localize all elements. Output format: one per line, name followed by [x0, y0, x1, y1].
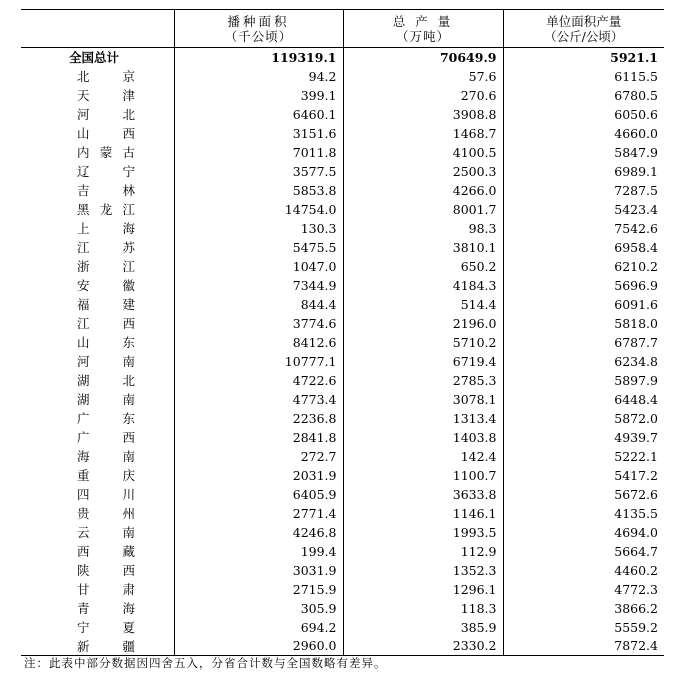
yield-value: 6787.7 [614, 334, 658, 350]
header-sown-area-title: 播种面积 [227, 13, 290, 29]
region-name-text: 湖南 [77, 392, 135, 407]
region-name [21, 143, 174, 162]
total-output-value: 142.4 [343, 447, 503, 466]
sown-area-value: 10777.1 [174, 352, 343, 371]
sown-area-value: 399.1 [174, 86, 343, 105]
header-total-output [343, 10, 503, 48]
sown-area-value: 119319.1 [174, 48, 343, 67]
table-body [21, 48, 664, 656]
yield-value: 5696.9 [614, 277, 658, 293]
table-row-total [21, 48, 664, 67]
sown-area-value: 2236.8 [174, 409, 343, 428]
table-row [21, 238, 664, 257]
table-row [21, 257, 664, 276]
yield-value: 6050.6 [614, 106, 658, 122]
sown-area-value: 3151.6 [174, 124, 343, 143]
region-name [21, 333, 174, 352]
total-output-value: 2330.2 [343, 637, 503, 656]
region-name-text: 宁夏 [77, 620, 135, 635]
region-name-text: 西藏 [77, 544, 135, 559]
yield-value: 5897.9 [614, 372, 658, 388]
total-output-value: 3078.1 [343, 390, 503, 409]
table-row [21, 276, 664, 295]
total-output-value: 2500.3 [343, 162, 503, 181]
region-name [21, 219, 174, 238]
total-output-value: 650.2 [343, 257, 503, 276]
yield-value: 4135.5 [614, 505, 658, 521]
table-row [21, 466, 664, 485]
yield-value: 5872.0 [614, 410, 658, 426]
table-row [21, 124, 664, 143]
region-name [21, 504, 174, 523]
yield-value: 4694.0 [614, 524, 658, 540]
region-name-text: 江西 [77, 316, 135, 331]
table-row [21, 143, 664, 162]
table-row [21, 105, 664, 124]
yield-value: 4460.2 [614, 562, 658, 578]
region-name-text: 辽宁 [77, 164, 135, 179]
region-name [21, 523, 174, 542]
yield-value: 6989.1 [614, 163, 658, 179]
sown-area-value: 3577.5 [174, 162, 343, 181]
region-name [21, 181, 174, 200]
sown-area-value: 2715.9 [174, 580, 343, 599]
total-output-value: 6719.4 [343, 352, 503, 371]
table-row [21, 86, 664, 105]
yield-value: 6091.6 [614, 296, 658, 312]
yield-value: 6958.4 [614, 239, 658, 255]
region-name [21, 105, 174, 124]
region-name [21, 276, 174, 295]
region-name [21, 124, 174, 143]
total-output-value: 4184.3 [343, 276, 503, 295]
yield-value: 5559.2 [614, 619, 658, 635]
yield-value: 5672.6 [614, 486, 658, 502]
region-name [21, 257, 174, 276]
region-name [21, 238, 174, 257]
region-name-text: 福建 [77, 297, 135, 312]
sown-area-value: 14754.0 [174, 200, 343, 219]
sown-area-value: 6405.9 [174, 485, 343, 504]
sown-area-value: 272.7 [174, 447, 343, 466]
region-name [21, 561, 174, 580]
sown-area-value: 4773.4 [174, 390, 343, 409]
header-yield-per-area [503, 10, 664, 48]
sown-area-value: 2841.8 [174, 428, 343, 447]
total-output-value: 98.3 [343, 219, 503, 238]
region-name-text: 全国总计 [69, 50, 120, 66]
region-name [21, 485, 174, 504]
region-name [21, 295, 174, 314]
total-output-value: 1352.3 [343, 561, 503, 580]
region-name [21, 390, 174, 409]
total-output-value: 1313.4 [343, 409, 503, 428]
total-output-value: 5710.2 [343, 333, 503, 352]
sown-area-value: 3774.6 [174, 314, 343, 333]
sown-area-value: 694.2 [174, 618, 343, 637]
header-region [21, 10, 174, 48]
total-output-value: 3633.8 [343, 485, 503, 504]
yield-value: 4939.7 [614, 429, 658, 445]
yield-value: 6780.5 [614, 87, 658, 103]
region-name [21, 618, 174, 637]
yield-value: 5921.1 [610, 49, 658, 65]
region-name [21, 428, 174, 447]
region-name-text: 广东 [77, 411, 135, 426]
region-name-text: 浙江 [77, 259, 135, 274]
table-row [21, 333, 664, 352]
region-name [21, 409, 174, 428]
region-name [21, 48, 174, 67]
table-row [21, 485, 664, 504]
header-yield-unit: （公斤/公顷） [544, 28, 624, 44]
region-name-text: 山东 [77, 335, 135, 350]
header-sown-area-unit: （千公顷） [224, 28, 293, 44]
total-output-value: 1146.1 [343, 504, 503, 523]
yield-value: 7872.4 [614, 638, 658, 654]
table-row [21, 447, 664, 466]
total-output-value: 4100.5 [343, 143, 503, 162]
region-name-text: 四川 [77, 487, 135, 502]
region-name [21, 580, 174, 599]
region-name [21, 447, 174, 466]
region-name-text: 青海 [77, 601, 135, 616]
region-name [21, 162, 174, 181]
total-output-value: 8001.7 [343, 200, 503, 219]
total-output-value: 4266.0 [343, 181, 503, 200]
table-row [21, 428, 664, 447]
yield-value: 4772.3 [614, 581, 658, 597]
total-output-value: 70649.9 [343, 48, 503, 67]
table-row [21, 295, 664, 314]
total-output-value: 3908.8 [343, 105, 503, 124]
region-name-text: 湖北 [77, 373, 135, 388]
region-name-text: 江苏 [77, 240, 135, 255]
region-name-text: 天津 [77, 88, 135, 103]
yield-value: 7542.6 [614, 220, 658, 236]
table-row [21, 637, 664, 656]
sown-area-value: 2960.0 [174, 637, 343, 656]
total-output-value: 112.9 [343, 542, 503, 561]
region-name [21, 637, 174, 656]
region-name-text: 云南 [77, 525, 135, 540]
table-row [21, 371, 664, 390]
region-name-text: 上海 [77, 221, 135, 236]
sown-area-value: 130.3 [174, 219, 343, 238]
region-name-text: 河南 [77, 354, 135, 369]
region-name-text: 海南 [77, 449, 135, 464]
table-row [21, 200, 664, 219]
total-output-value: 1468.7 [343, 124, 503, 143]
yield-value: 6448.4 [614, 391, 658, 407]
total-output-value: 1993.5 [343, 523, 503, 542]
footnote: 注：此表中部分数据因四舍五入，分省合计数与全国数略有差异。 [24, 656, 387, 670]
table-row [21, 390, 664, 409]
total-output-value: 2196.0 [343, 314, 503, 333]
region-name [21, 86, 174, 105]
total-output-value: 1296.1 [343, 580, 503, 599]
region-name [21, 200, 174, 219]
yield-value: 6210.2 [614, 258, 658, 274]
table-row [21, 181, 664, 200]
yield-value: 7287.5 [614, 182, 658, 198]
table-row [21, 523, 664, 542]
region-name-text: 安徽 [77, 278, 135, 293]
header-total-output-unit: （万吨） [395, 28, 450, 44]
total-output-value: 385.9 [343, 618, 503, 637]
yield-value: 6234.8 [614, 353, 658, 369]
header-sown-area [174, 10, 343, 48]
sown-area-value: 1047.0 [174, 257, 343, 276]
region-name [21, 352, 174, 371]
total-output-value: 1403.8 [343, 428, 503, 447]
region-name-text: 广西 [77, 430, 135, 445]
total-output-value: 118.3 [343, 599, 503, 618]
region-name-text: 河北 [77, 107, 135, 122]
total-output-value: 270.6 [343, 86, 503, 105]
sown-area-value: 4722.6 [174, 371, 343, 390]
sown-area-value: 7011.8 [174, 143, 343, 162]
region-name-text: 陕西 [77, 563, 135, 578]
total-output-value: 514.4 [343, 295, 503, 314]
table-row [21, 352, 664, 371]
region-name [21, 599, 174, 618]
sown-area-value: 94.2 [174, 67, 343, 86]
sown-area-value: 199.4 [174, 542, 343, 561]
sown-area-value: 2031.9 [174, 466, 343, 485]
total-output-value: 2785.3 [343, 371, 503, 390]
grain-output-table [21, 9, 664, 656]
table-row [21, 599, 664, 618]
region-name-text: 北京 [77, 69, 135, 84]
table-row [21, 504, 664, 523]
yield-value: 5417.2 [614, 467, 658, 483]
sown-area-value: 4246.8 [174, 523, 343, 542]
region-name [21, 466, 174, 485]
region-name-text: 贵州 [77, 506, 135, 521]
sown-area-value: 8412.6 [174, 333, 343, 352]
sown-area-value: 844.4 [174, 295, 343, 314]
yield-value: 5423.4 [614, 201, 658, 217]
table-header [21, 10, 664, 48]
yield-value: 5664.7 [614, 543, 658, 559]
total-output-value: 3810.1 [343, 238, 503, 257]
region-name [21, 67, 174, 86]
region-name-text: 吉林 [77, 183, 135, 198]
total-output-value: 1100.7 [343, 466, 503, 485]
table-row [21, 409, 664, 428]
sown-area-value: 5853.8 [174, 181, 343, 200]
table-row [21, 219, 664, 238]
sown-area-value: 2771.4 [174, 504, 343, 523]
total-output-value: 57.6 [343, 67, 503, 86]
region-name-text: 甘肃 [77, 582, 135, 597]
header-yield-title: 单位面积产量 [546, 13, 622, 29]
sown-area-value: 3031.9 [174, 561, 343, 580]
region-name [21, 371, 174, 390]
sown-area-value: 5475.5 [174, 238, 343, 257]
table-row [21, 542, 664, 561]
table-row [21, 67, 664, 86]
table-row [21, 314, 664, 333]
region-name-text: 重庆 [77, 468, 135, 483]
sown-area-value: 6460.1 [174, 105, 343, 124]
sown-area-value: 305.9 [174, 599, 343, 618]
yield-value: 5847.9 [614, 144, 658, 160]
table-row [21, 580, 664, 599]
region-name [21, 542, 174, 561]
sown-area-value: 7344.9 [174, 276, 343, 295]
table-row [21, 162, 664, 181]
yield-value: 3866.2 [614, 600, 658, 616]
yield-value: 4660.0 [614, 125, 658, 141]
region-name-text: 新疆 [77, 638, 135, 654]
table-row [21, 561, 664, 580]
header-total-output-title: 总 产 量 [392, 13, 454, 29]
yield-value: 5818.0 [614, 315, 658, 331]
region-name-text: 内蒙古 [77, 145, 135, 160]
table-row [21, 618, 664, 637]
region-name-text: 山西 [77, 126, 135, 141]
region-name-text: 黑龙江 [77, 202, 135, 217]
yield-value: 5222.1 [614, 448, 658, 464]
yield-value: 6115.5 [614, 68, 658, 84]
region-name [21, 314, 174, 333]
